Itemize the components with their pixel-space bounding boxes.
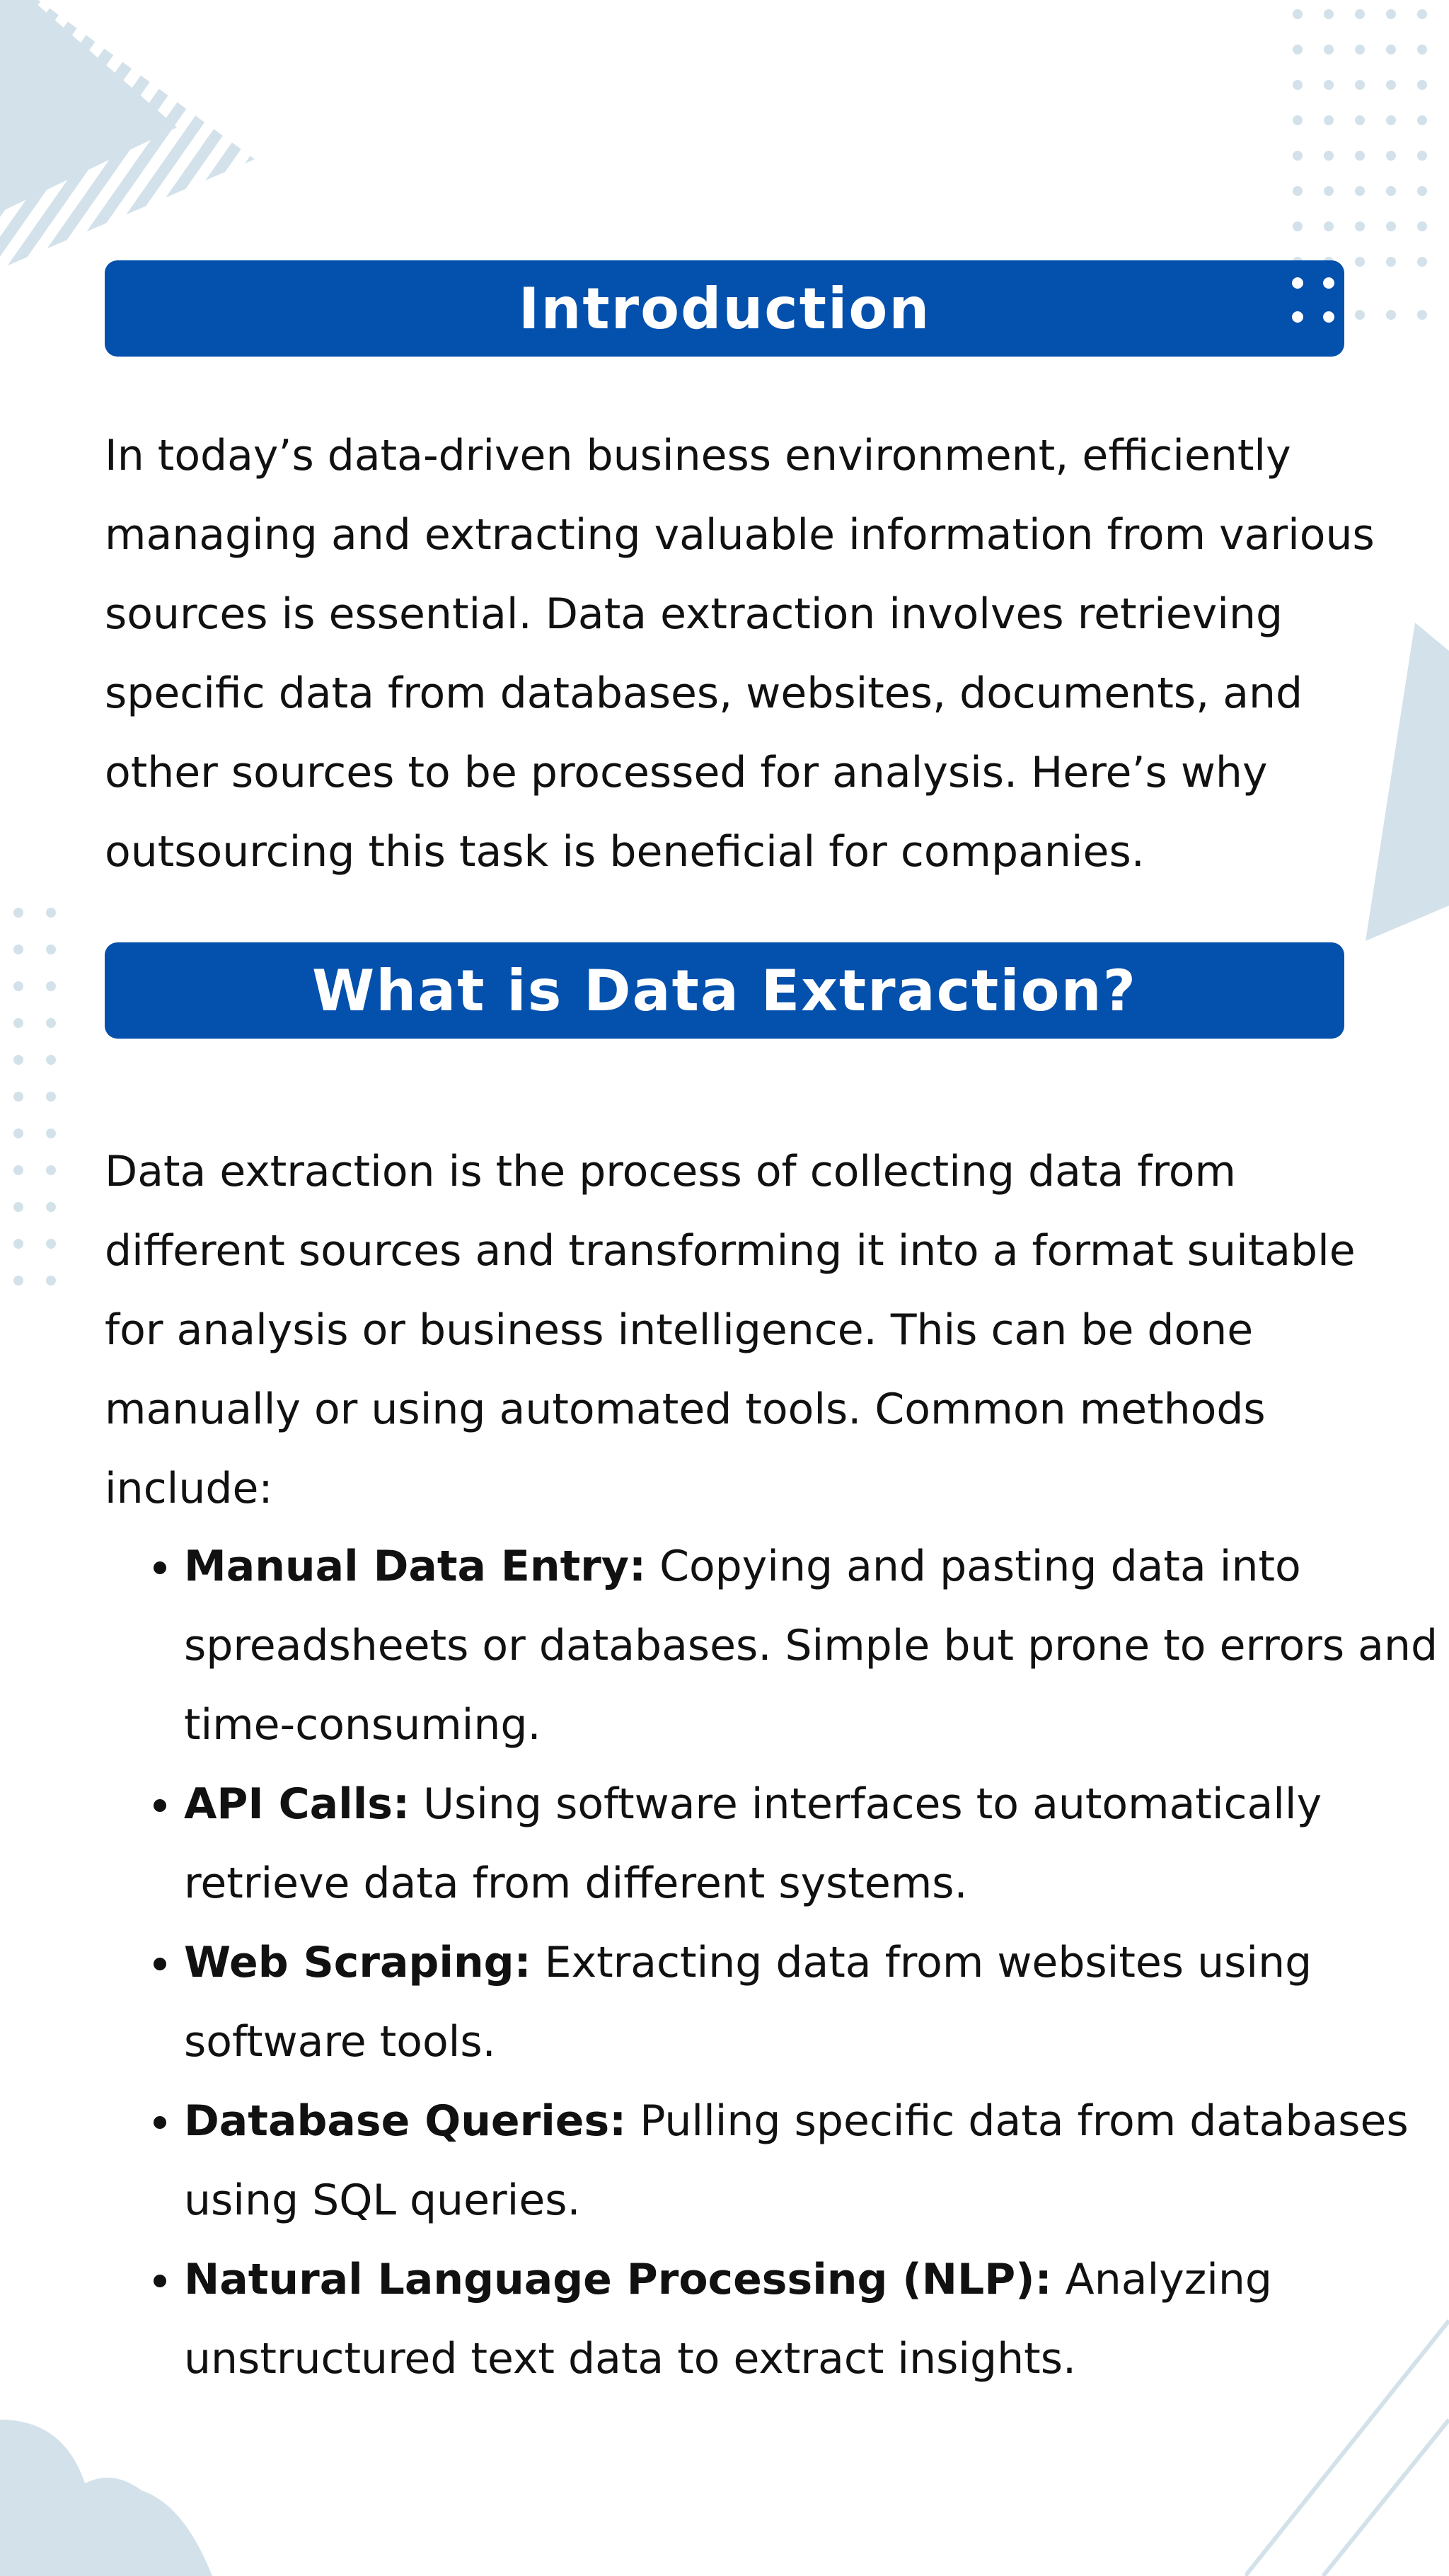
decorative-cloud-bottom-left [0,2405,226,2576]
method-term: Web Scraping: [184,1938,531,1987]
what-is-heading-text: What is Data Extraction? [312,957,1137,1024]
decorative-dots-on-heading [1288,269,1344,333]
list-item [184,1527,1449,1764]
decorative-dot-grid-left [7,899,71,1295]
list-item [184,2081,1449,2240]
method-description: Pulling specific data from databases using SQL queries. [184,2096,1409,2225]
what-is-paragraph: Data extraction is the process of collecting data from different sources and transforming it into a format suitable for analysis or business intelligence. This can be done manually or using automated tools. Common methods include: [105,1147,1356,1513]
section-heading-what-is-data-extraction [105,942,1344,1039]
list-item [184,2240,1449,2398]
method-term: API Calls: [184,1779,410,1829]
introduction-paragraph: In today’s data-driven business environment, efficiently managing and extracting valuable information from various sources is essential. Data extraction involves retrieving specific data from databases, websites, documents, and other sources to be processed for analysis. Here’s why outsourcing this task is beneficial for companies. [105,431,1375,877]
decorative-striped-triangle [0,0,269,283]
method-description: Copying and pasting data into spreadsheets or databases. Simple but prone to errors and time-consuming. [184,1542,1438,1750]
methods-list [105,1527,1449,2398]
method-description: Analyzing unstructured text data to extract insights. [184,2255,1272,2384]
introduction-heading-text: Introduction [518,275,931,342]
list-item [184,1923,1449,2081]
method-description: Extracting data from websites using software tools. [184,1938,1312,2067]
list-item [184,1764,1449,1923]
method-term: Natural Language Processing (NLP): [184,2255,1052,2304]
method-description: Using software interfaces to automatically retrieve data from different systems. [184,1779,1322,1908]
method-term: Manual Data Entry: [184,1542,646,1591]
section-heading-introduction [105,260,1344,357]
method-term: Database Queries: [184,2096,627,2146]
